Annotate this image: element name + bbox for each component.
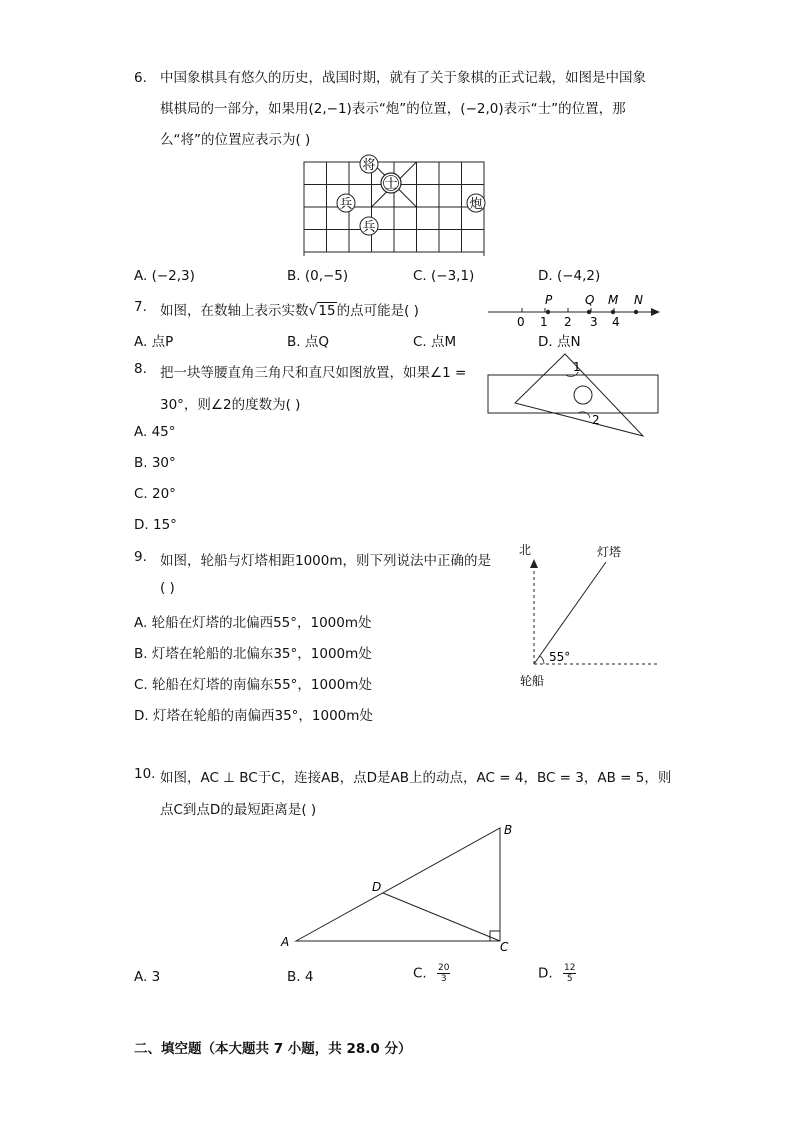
vertex-c: C bbox=[500, 940, 509, 954]
vertex-b: B bbox=[504, 823, 513, 837]
piece-bing-2-label: 兵 bbox=[362, 220, 376, 235]
piece-bing-1-label: 兵 bbox=[339, 197, 353, 212]
piece-pao-label: 炮 bbox=[469, 197, 483, 212]
tick-4: 4 bbox=[612, 315, 620, 329]
q10-option-c-denominator: 3 bbox=[440, 974, 447, 984]
q8-option-a[interactable]: A. 45° bbox=[134, 424, 176, 440]
q6-line2: 棋棋局的一部分，如果用(2,−1)表示“炮”的位置，(−2,0)表示“士”的位置，那 bbox=[160, 101, 626, 117]
tick-1: 1 bbox=[540, 315, 548, 329]
north-label: 北 bbox=[519, 543, 532, 557]
q7-text-before: 如图，在数轴上表示实数 bbox=[160, 303, 309, 319]
q10-option-d[interactable] bbox=[538, 963, 576, 984]
label-p: P bbox=[545, 293, 553, 307]
angle-55-label: 55° bbox=[549, 650, 571, 664]
q10-line2: 点C到点D的最短距离是( ) bbox=[160, 802, 317, 818]
q9-option-d[interactable]: D. 灯塔在轮船的南偏西35°，1000m处 bbox=[134, 708, 373, 724]
angle-1-label: 1 bbox=[573, 360, 581, 374]
q6-number: 6. bbox=[134, 70, 147, 86]
q10-option-c-fraction bbox=[437, 963, 450, 984]
q7-radicand: 15 bbox=[318, 303, 336, 319]
q6-option-d[interactable]: D. (−4,2) bbox=[538, 268, 601, 284]
tick-2: 2 bbox=[564, 315, 572, 329]
piece-jiang-label: 将 bbox=[362, 158, 376, 173]
q6-line3: 么“将”的位置应表示为( ) bbox=[160, 132, 311, 148]
q9-option-a[interactable]: A. 轮船在灯塔的北偏西55°，1000m处 bbox=[134, 615, 372, 631]
q9-option-c[interactable]: C. 轮船在灯塔的南偏东55°，1000m处 bbox=[134, 677, 372, 693]
q9-option-b[interactable]: B. 灯塔在轮船的北偏东35°，1000m处 bbox=[134, 646, 372, 662]
q6-option-a[interactable]: A. (−2,3) bbox=[134, 268, 195, 284]
vertex-d: D bbox=[372, 880, 382, 894]
q8-line1: 把一块等腰直角三角尺和直尺如图放置，如果∠1 = bbox=[160, 365, 467, 381]
tick-3: 3 bbox=[590, 315, 598, 329]
q10-option-b[interactable]: B. 4 bbox=[287, 969, 314, 985]
q8-option-d[interactable]: D. 15° bbox=[134, 517, 177, 533]
triangle-abc bbox=[296, 828, 500, 941]
q7-option-a[interactable]: A. 点P bbox=[134, 334, 174, 350]
q10-option-d-numerator: 12 bbox=[563, 963, 576, 973]
q6-option-b[interactable]: B. (0,−5) bbox=[287, 268, 349, 284]
piece-shi-label: 士 bbox=[384, 177, 398, 192]
q10-option-a[interactable]: A. 3 bbox=[134, 969, 161, 985]
segment-cd bbox=[383, 893, 500, 941]
angle-2-label: 2 bbox=[592, 413, 600, 427]
q7-number: 7. bbox=[134, 299, 147, 315]
lighthouse-label: 灯塔 bbox=[597, 545, 622, 559]
q10-option-d-label: D. bbox=[538, 965, 553, 982]
q7-option-c[interactable]: C. 点M bbox=[413, 334, 457, 350]
tick-0: 0 bbox=[517, 315, 525, 329]
q10-option-c[interactable] bbox=[413, 963, 450, 984]
q9-line2: ( ) bbox=[160, 580, 175, 596]
right-angle-mark bbox=[490, 931, 500, 941]
label-q: Q bbox=[585, 293, 595, 307]
ship-label: 轮船 bbox=[520, 674, 545, 688]
label-n: N bbox=[634, 293, 643, 307]
section-2-heading: 二、填空题（本大题共 7 小题，共 28.0 分） bbox=[134, 1041, 412, 1057]
vertex-a: A bbox=[281, 935, 290, 949]
sqrt-sign: √ bbox=[308, 303, 318, 319]
q8-option-c[interactable]: C. 20° bbox=[134, 486, 176, 502]
q8-line2: 30°，则∠2的度数为( ) bbox=[160, 397, 301, 413]
q7-option-d[interactable]: D. 点N bbox=[538, 334, 581, 350]
q6-line1: 中国象棋具有悠久的历史，战国时期，就有了关于象棋的正式记载，如图是中国象 bbox=[160, 70, 646, 86]
q9-number: 9. bbox=[134, 549, 147, 565]
label-m: M bbox=[608, 293, 619, 307]
q9-line1: 如图，轮船与灯塔相距1000m，则下列说法中正确的是 bbox=[160, 553, 492, 569]
q7-option-b[interactable]: B. 点Q bbox=[287, 334, 329, 350]
q7-text-after: 的点可能是( ) bbox=[336, 303, 419, 319]
q10-number: 10. bbox=[134, 766, 156, 782]
q10-option-d-denominator: 5 bbox=[566, 974, 573, 984]
q8-option-b[interactable]: B. 30° bbox=[134, 455, 176, 471]
q10-option-d-fraction bbox=[563, 963, 576, 984]
q10-line1: 如图，AC ⊥ BC于C，连接AB，点D是AB上的动点，AC = 4，BC = 3，AB = 5，则 bbox=[160, 770, 672, 786]
q10-option-c-numerator: 20 bbox=[438, 963, 450, 973]
q6-option-c[interactable]: C. (−3,1) bbox=[413, 268, 475, 284]
q10-option-c-label: C. bbox=[413, 965, 427, 982]
q8-number: 8. bbox=[134, 361, 147, 377]
